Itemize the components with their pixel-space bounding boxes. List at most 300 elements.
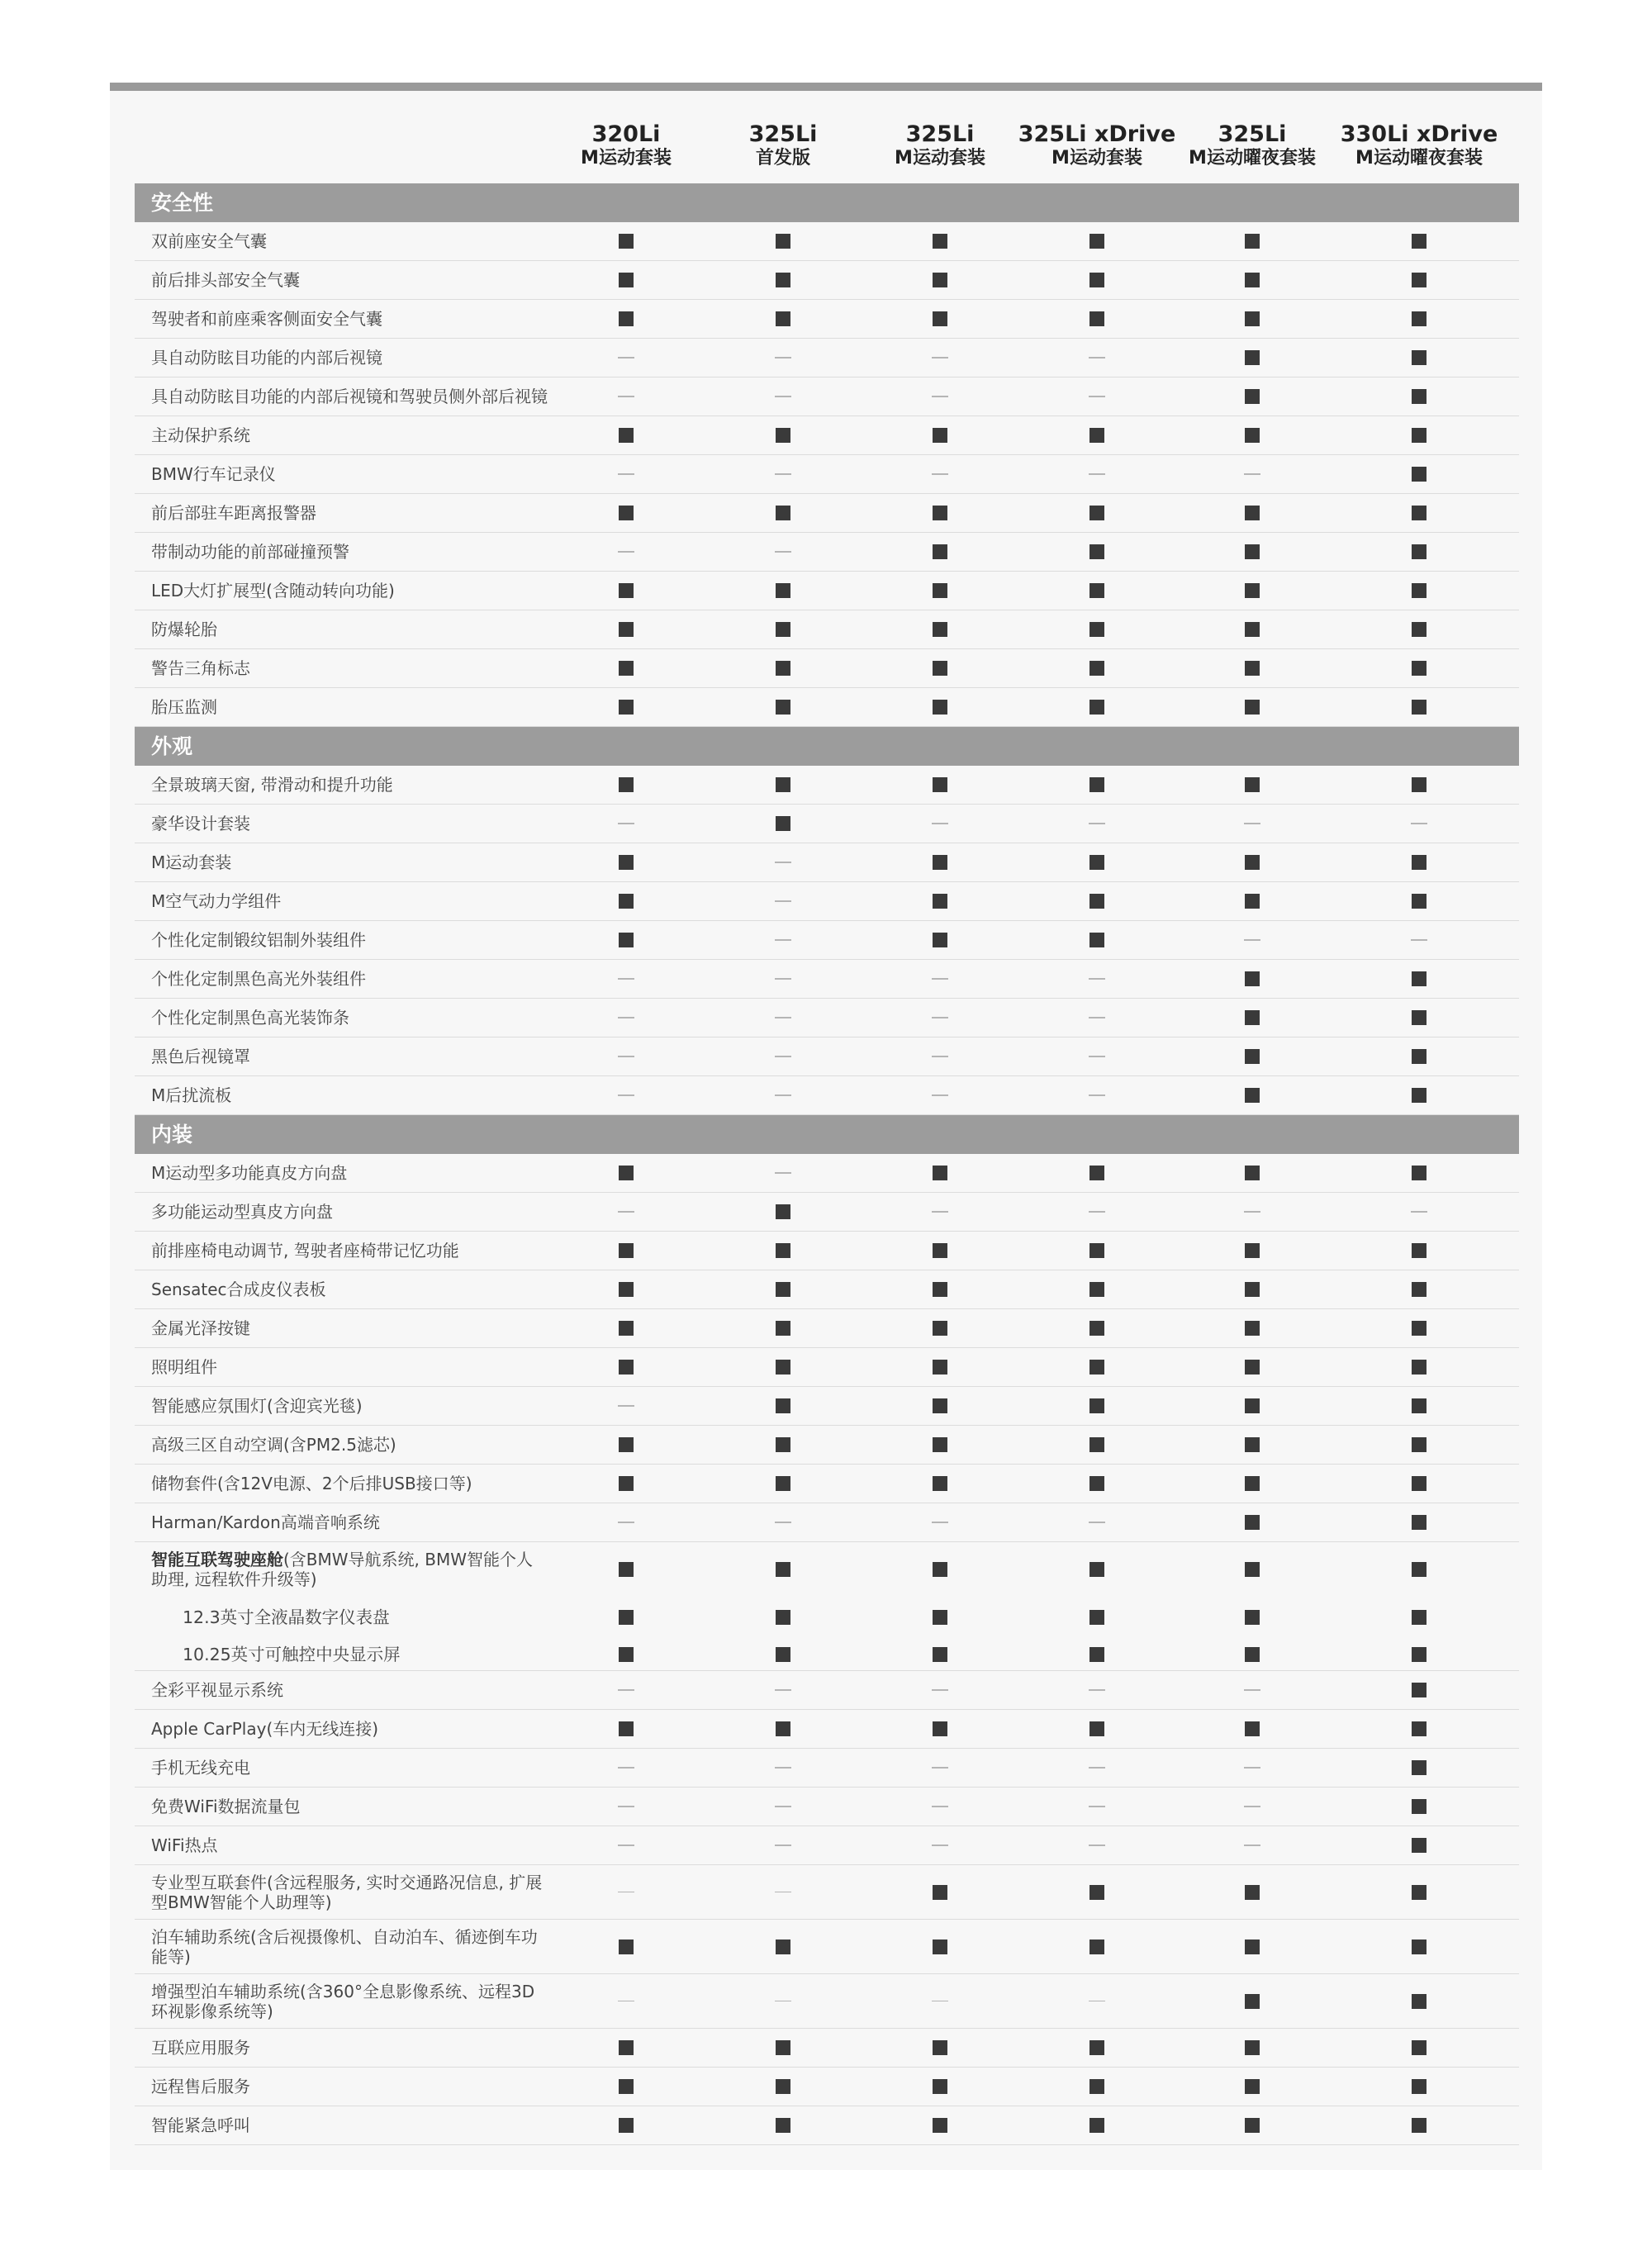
feature-label: 储物套件(含12V电源、2个后排USB接口等) [151, 1474, 472, 1493]
standard-mark [933, 1243, 947, 1258]
feature-label: 手机无线充电 [151, 1758, 250, 1778]
standard-mark [776, 1610, 790, 1625]
standard-mark [1089, 894, 1104, 909]
standard-mark [776, 1243, 790, 1258]
standard-mark [1245, 1721, 1260, 1736]
standard-mark [776, 1321, 790, 1336]
standard-mark [1089, 2040, 1104, 2055]
not-available-mark [1089, 1845, 1105, 1846]
standard-mark [1245, 428, 1260, 443]
feature-label: 智能紧急呼叫 [151, 2115, 250, 2135]
table-row [135, 649, 1519, 688]
standard-mark [776, 428, 790, 443]
table-row [135, 960, 1519, 999]
not-available-mark [775, 1017, 791, 1018]
standard-mark [933, 2079, 947, 2094]
column-header-4 [1014, 122, 1180, 170]
standard-mark [619, 1166, 634, 1180]
feature-label: 个性化定制锻纹铝制外装组件 [151, 930, 366, 950]
standard-mark [776, 816, 790, 831]
not-available-mark [1244, 1806, 1260, 1807]
standard-mark [1089, 234, 1104, 249]
not-available-mark [932, 1767, 948, 1769]
not-available-mark [1089, 1806, 1105, 1807]
not-available-mark [618, 473, 634, 475]
feature-label: 照明组件 [151, 1357, 217, 1377]
standard-mark [619, 1647, 634, 1662]
standard-mark [1089, 777, 1104, 792]
standard-mark [1245, 2079, 1260, 2094]
not-available-mark [775, 357, 791, 358]
standard-mark [1412, 1360, 1427, 1375]
not-available-mark [932, 1689, 948, 1691]
not-available-mark [1089, 2001, 1105, 2002]
standard-mark [1412, 1088, 1427, 1103]
standard-mark [1412, 2079, 1427, 2094]
standard-mark [933, 428, 947, 443]
standard-mark [933, 1940, 947, 1954]
standard-mark [933, 622, 947, 637]
feature-label: 黑色后视镜罩 [151, 1047, 250, 1066]
standard-mark [1412, 1760, 1427, 1775]
standard-mark [933, 1437, 947, 1452]
table-row [135, 1193, 1519, 1232]
column-header-row [135, 91, 1519, 183]
not-available-mark [932, 1094, 948, 1096]
standard-mark [619, 661, 634, 676]
standard-mark [1089, 2079, 1104, 2094]
standard-mark [933, 2118, 947, 2133]
feature-label: 胎压监测 [151, 697, 217, 717]
feature-label: 驾驶者和前座乘客侧面安全气囊 [151, 309, 382, 329]
standard-mark [1412, 583, 1427, 598]
standard-mark [1245, 2118, 1260, 2133]
not-available-mark [932, 2001, 948, 2002]
column-header-1 [544, 122, 709, 170]
standard-mark [619, 311, 634, 326]
feature-label: 高级三区自动空调(含PM2.5滤芯) [151, 1435, 396, 1455]
table-row [135, 1270, 1519, 1309]
standard-mark [1089, 544, 1104, 559]
standard-mark [933, 1360, 947, 1375]
table-row [135, 2029, 1519, 2068]
not-available-mark [775, 1689, 791, 1691]
not-available-mark [1244, 939, 1260, 941]
spec-page [110, 83, 1542, 2170]
standard-mark [1245, 234, 1260, 249]
standard-mark [1412, 855, 1427, 870]
standard-mark [1245, 1940, 1260, 1954]
not-available-mark [932, 1806, 948, 1807]
standard-mark [1245, 700, 1260, 715]
table-row [135, 1542, 1519, 1597]
standard-mark [1412, 350, 1427, 365]
standard-mark [776, 622, 790, 637]
feature-label: 双前座安全气囊 [151, 231, 267, 251]
standard-mark [619, 1437, 634, 1452]
standard-mark [1245, 273, 1260, 287]
not-available-mark [932, 1522, 948, 1523]
not-available-mark [775, 1522, 791, 1523]
not-available-mark [618, 396, 634, 397]
not-available-mark [1089, 473, 1105, 475]
not-available-mark [775, 1172, 791, 1174]
standard-mark [619, 273, 634, 287]
column-package: M运动套装 [1051, 148, 1142, 169]
standard-mark [933, 506, 947, 520]
standard-mark [1245, 2040, 1260, 2055]
not-available-mark [1411, 1211, 1427, 1213]
standard-mark [1412, 777, 1427, 792]
standard-mark [619, 583, 634, 598]
standard-mark [1089, 661, 1104, 676]
column-model: 325Li [1218, 121, 1287, 147]
table-row [135, 1076, 1519, 1115]
standard-mark [619, 2040, 634, 2055]
standard-mark [1245, 1166, 1260, 1180]
feature-label: Apple CarPlay(车内无线连接) [151, 1719, 379, 1739]
standard-mark [1089, 1437, 1104, 1452]
standard-mark [776, 777, 790, 792]
feature-label: 互联应用服务 [151, 2038, 250, 2058]
column-package: M运动曜夜套装 [1355, 148, 1483, 169]
standard-mark [1412, 234, 1427, 249]
standard-mark [619, 622, 634, 637]
standard-mark [1089, 1721, 1104, 1736]
standard-mark [1412, 1049, 1427, 1064]
not-available-mark [1411, 823, 1427, 824]
standard-mark [1245, 1088, 1260, 1103]
standard-mark [1089, 1243, 1104, 1258]
standard-mark [776, 311, 790, 326]
table-row [135, 766, 1519, 805]
standard-mark [1245, 1049, 1260, 1064]
standard-mark [1089, 1476, 1104, 1491]
standard-mark [1245, 971, 1260, 986]
standard-mark [619, 1243, 634, 1258]
feature-label: Harman/Kardon高端音响系统 [151, 1512, 380, 1532]
not-available-mark [618, 1405, 634, 1407]
feature-label: 智能互联驾驶座舱(含BMW导航系统, BMW智能个人助理, 远程软件升级等) [151, 1550, 534, 1589]
feature-label: 远程售后服务 [151, 2077, 250, 2096]
not-available-mark [1244, 1767, 1260, 1769]
table-row [135, 1426, 1519, 1465]
standard-mark [619, 1721, 634, 1736]
standard-mark [933, 894, 947, 909]
not-available-mark [932, 1845, 948, 1846]
not-available-mark [932, 978, 948, 980]
column-model: 330Li xDrive [1340, 121, 1498, 147]
standard-mark [619, 777, 634, 792]
not-available-mark [618, 1689, 634, 1691]
standard-mark [1412, 1166, 1427, 1180]
not-available-mark [775, 862, 791, 863]
standard-mark [1412, 1515, 1427, 1530]
not-available-mark [775, 551, 791, 553]
feature-label: M后扰流板 [151, 1085, 232, 1105]
not-available-mark [932, 1017, 948, 1018]
table-row [135, 1232, 1519, 1270]
column-model: 325Li [905, 121, 975, 147]
table-row [135, 1920, 1519, 1974]
not-available-mark [618, 1056, 634, 1057]
standard-mark [776, 1647, 790, 1662]
standard-mark [933, 311, 947, 326]
feature-label: 具自动防眩目功能的内部后视镜和驾驶员侧外部后视镜 [151, 387, 548, 406]
column-model: 325Li xDrive [1018, 121, 1176, 147]
standard-mark [933, 234, 947, 249]
standard-mark [776, 1360, 790, 1375]
table-row [135, 1465, 1519, 1503]
table-row [135, 494, 1519, 533]
not-available-mark [775, 2001, 791, 2002]
standard-mark [1089, 273, 1104, 287]
standard-mark [1412, 661, 1427, 676]
standard-mark [1412, 2118, 1427, 2133]
feature-label: 豪华设计套装 [151, 814, 250, 833]
column-model: 325Li [748, 121, 818, 147]
standard-mark [1412, 467, 1427, 482]
not-available-mark [618, 1767, 634, 1769]
standard-mark [933, 273, 947, 287]
not-available-mark [618, 1845, 634, 1846]
standard-mark [776, 1721, 790, 1736]
standard-mark [619, 1321, 634, 1336]
standard-mark [1412, 622, 1427, 637]
standard-mark [1245, 1885, 1260, 1900]
standard-mark [776, 1282, 790, 1297]
standard-mark [933, 1885, 947, 1900]
feature-label: 专业型互联套件(含远程服务, 实时交通路况信息, 扩展型BMW智能个人助理等) [151, 1872, 543, 1912]
not-available-mark [1089, 1689, 1105, 1691]
feature-label: 多功能运动型真皮方向盘 [151, 1202, 333, 1222]
standard-mark [1245, 1437, 1260, 1452]
table-row [135, 1638, 1519, 1671]
not-available-mark [618, 1211, 634, 1213]
feature-label: 智能感应氛围灯(含迎宾光毯) [151, 1396, 363, 1416]
not-available-mark [1089, 396, 1105, 397]
not-available-mark [618, 551, 634, 553]
standard-mark [1412, 1885, 1427, 1900]
not-available-mark [1089, 357, 1105, 358]
not-available-mark [932, 823, 948, 824]
standard-mark [1245, 1515, 1260, 1530]
standard-mark [1245, 1647, 1260, 1662]
table-row [135, 377, 1519, 416]
standard-mark [776, 1398, 790, 1413]
standard-mark [776, 2079, 790, 2094]
standard-mark [776, 2040, 790, 2055]
feature-label: Sensatec合成皮仪表板 [151, 1280, 326, 1299]
not-available-mark [775, 1094, 791, 1096]
standard-mark [933, 1398, 947, 1413]
standard-mark [933, 777, 947, 792]
table-row [135, 1788, 1519, 1826]
standard-mark [776, 1204, 790, 1219]
standard-mark [1412, 894, 1427, 909]
standard-mark [1412, 273, 1427, 287]
table-row [135, 999, 1519, 1037]
standard-mark [1412, 544, 1427, 559]
standard-mark [933, 544, 947, 559]
standard-mark [933, 583, 947, 598]
feature-label: 免费WiFi数据流量包 [151, 1797, 301, 1816]
standard-mark [933, 2040, 947, 2055]
standard-mark [619, 1282, 634, 1297]
standard-mark [1412, 1562, 1427, 1577]
standard-mark [1412, 1610, 1427, 1625]
table-row [135, 455, 1519, 494]
standard-mark [1089, 1166, 1104, 1180]
standard-mark [1412, 1940, 1427, 1954]
standard-mark [1412, 311, 1427, 326]
table-row [135, 882, 1519, 921]
standard-mark [1412, 1437, 1427, 1452]
table-row [135, 1348, 1519, 1387]
standard-mark [1412, 428, 1427, 443]
not-available-mark [775, 900, 791, 902]
table-row [135, 1154, 1519, 1193]
feature-label: 12.3英寸全液晶数字仪表盘 [183, 1607, 390, 1627]
table-row [135, 222, 1519, 261]
feature-label: 警告三角标志 [151, 658, 250, 678]
standard-mark [1412, 1010, 1427, 1025]
standard-mark [1245, 1610, 1260, 1625]
table-row [135, 688, 1519, 727]
table-row [135, 1865, 1519, 1920]
standard-mark [619, 1476, 634, 1491]
table-row [135, 1503, 1519, 1542]
feature-label: 泊车辅助系统(含后视摄像机、自动泊车、循迹倒车功能等) [151, 1926, 538, 1967]
standard-mark [776, 273, 790, 287]
feature-label: BMW行车记录仪 [151, 464, 276, 484]
standard-mark [1412, 700, 1427, 715]
table-row [135, 921, 1519, 960]
not-available-mark [1244, 1845, 1260, 1846]
not-available-mark [1244, 1689, 1260, 1691]
table-row [135, 1671, 1519, 1710]
feature-label: 个性化定制黑色高光装饰条 [151, 1008, 349, 1028]
standard-mark [619, 234, 634, 249]
not-available-mark [1089, 1767, 1105, 1769]
not-available-mark [775, 1845, 791, 1846]
section-header: 内装 [135, 1115, 1519, 1154]
standard-mark [1089, 311, 1104, 326]
standard-mark [1245, 855, 1260, 870]
standard-mark [1412, 1838, 1427, 1853]
standard-mark [1089, 1321, 1104, 1336]
table-row [135, 1037, 1519, 1076]
not-available-mark [618, 1892, 634, 1893]
standard-mark [1245, 583, 1260, 598]
standard-mark [1245, 311, 1260, 326]
not-available-mark [618, 823, 634, 824]
not-available-mark [618, 1017, 634, 1018]
standard-mark [1412, 2040, 1427, 2055]
column-header-5 [1170, 122, 1335, 170]
standard-mark [1089, 2118, 1104, 2133]
standard-mark [1089, 622, 1104, 637]
standard-mark [1089, 1610, 1104, 1625]
not-available-mark [1244, 823, 1260, 824]
not-available-mark [618, 2001, 634, 2002]
standard-mark [619, 1610, 634, 1625]
not-available-mark [618, 978, 634, 980]
standard-mark [619, 894, 634, 909]
standard-mark [1412, 1398, 1427, 1413]
standard-mark [933, 933, 947, 947]
standard-mark [1245, 894, 1260, 909]
standard-mark [619, 2118, 634, 2133]
standard-mark [1089, 1282, 1104, 1297]
not-available-mark [775, 473, 791, 475]
standard-mark [619, 1940, 634, 1954]
standard-mark [1412, 1994, 1427, 2009]
not-available-mark [932, 357, 948, 358]
table-row [135, 533, 1519, 572]
table-row [135, 610, 1519, 649]
table-row [135, 1309, 1519, 1348]
standard-mark [1245, 777, 1260, 792]
not-available-mark [932, 473, 948, 475]
standard-mark [1245, 1321, 1260, 1336]
not-available-mark [618, 357, 634, 358]
feature-label: 全景玻璃天窗, 带滑动和提升功能 [151, 775, 393, 795]
feature-label: 全彩平视显示系统 [151, 1680, 283, 1700]
standard-mark [1245, 350, 1260, 365]
standard-mark [1412, 1721, 1427, 1736]
column-model: 320Li [591, 121, 661, 147]
standard-mark [1245, 1562, 1260, 1577]
standard-mark [776, 661, 790, 676]
not-available-mark [775, 939, 791, 941]
standard-mark [619, 1562, 634, 1577]
table-row [135, 805, 1519, 843]
not-available-mark [1089, 1017, 1105, 1018]
standard-mark [1412, 1243, 1427, 1258]
column-header-2 [700, 122, 866, 170]
column-header-3 [857, 122, 1023, 170]
table-row [135, 1974, 1519, 2029]
standard-mark [1412, 971, 1427, 986]
standard-mark [776, 234, 790, 249]
standard-mark [1089, 1562, 1104, 1577]
standard-mark [1412, 1282, 1427, 1297]
standard-mark [776, 1940, 790, 1954]
standard-mark [1245, 661, 1260, 676]
not-available-mark [932, 1211, 948, 1213]
standard-mark [619, 2079, 634, 2094]
standard-mark [776, 700, 790, 715]
not-available-mark [1244, 473, 1260, 475]
table-row [135, 339, 1519, 377]
not-available-mark [618, 1806, 634, 1807]
feature-label: M运动套装 [151, 852, 232, 872]
table-row [135, 1710, 1519, 1749]
not-available-mark [618, 1522, 634, 1523]
table-row [135, 2106, 1519, 2145]
standard-mark [1089, 933, 1104, 947]
standard-mark [1412, 1647, 1427, 1662]
standard-mark [619, 700, 634, 715]
standard-mark [619, 1360, 634, 1375]
not-available-mark [1244, 1211, 1260, 1213]
section-header: 外观 [135, 727, 1519, 766]
table-row [135, 261, 1519, 300]
standard-mark [933, 1721, 947, 1736]
feature-label: M空气动力学组件 [151, 891, 282, 911]
standard-mark [933, 700, 947, 715]
